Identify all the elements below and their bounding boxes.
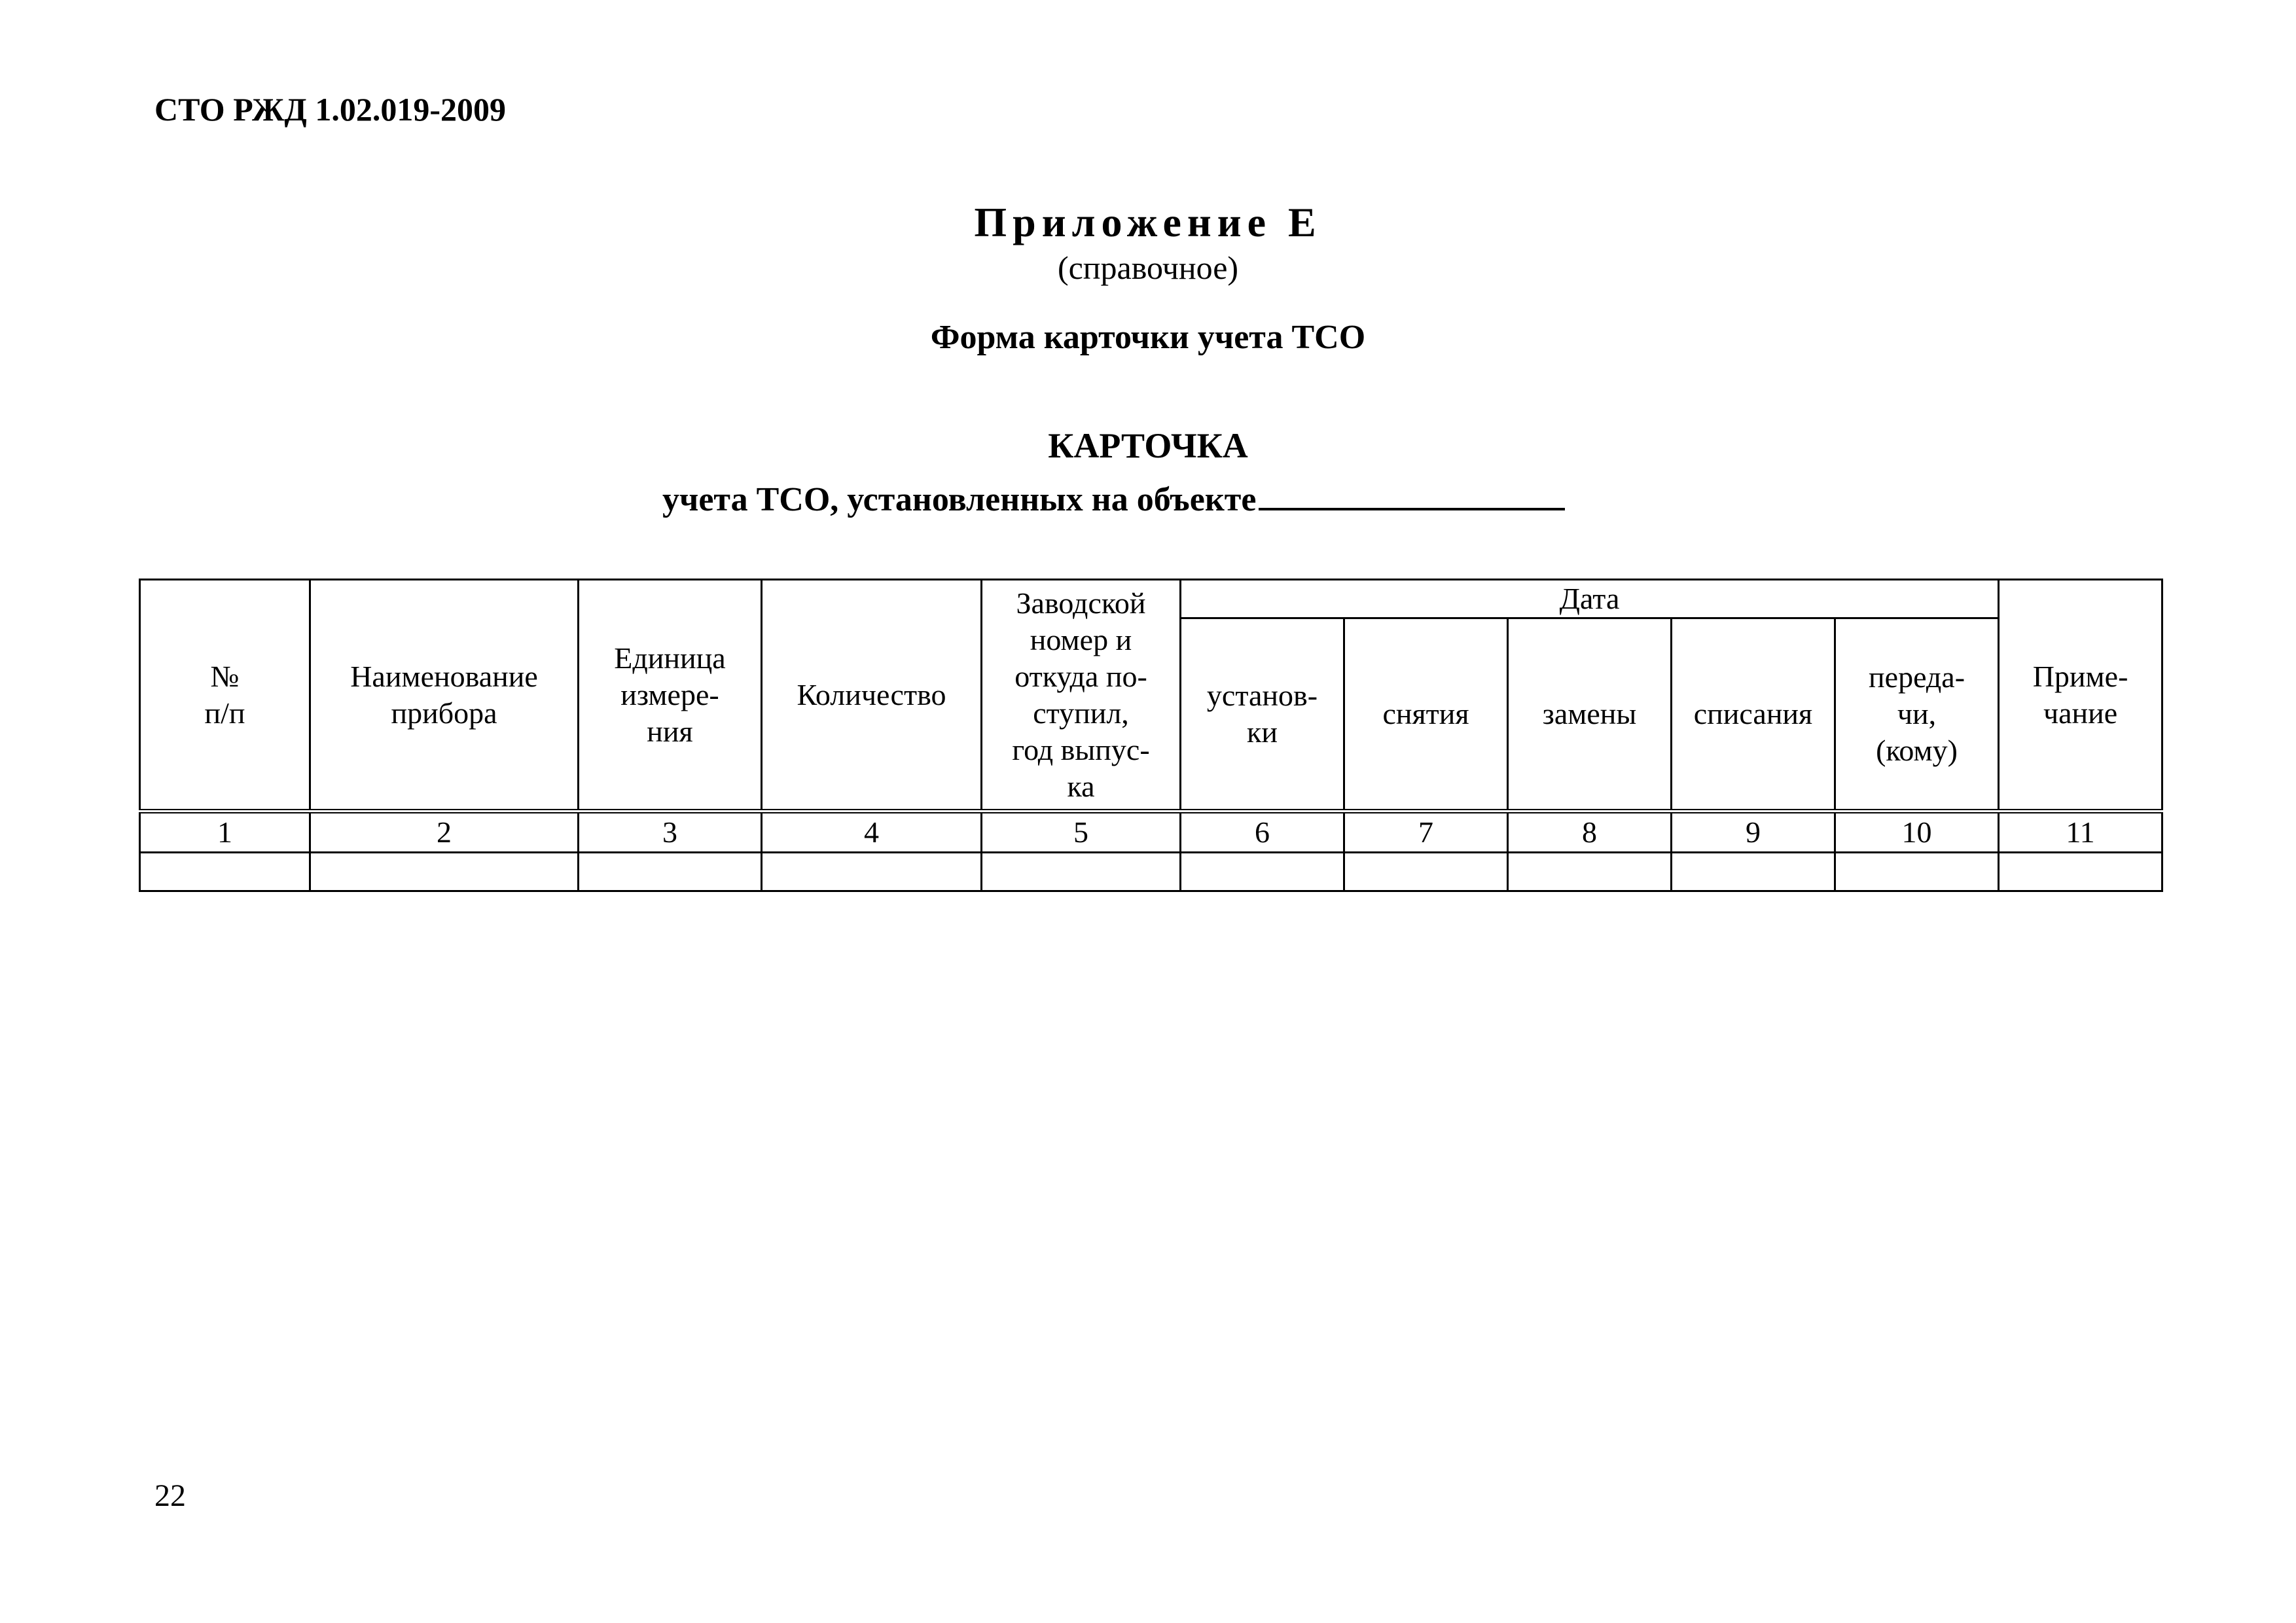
header-line: Наименование xyxy=(350,659,538,693)
header-line: списания xyxy=(1693,697,1813,730)
header-line: снятия xyxy=(1382,697,1469,730)
header-cell-replacement xyxy=(1508,618,1672,812)
appendix-title: Приложение Е xyxy=(974,199,1322,245)
header-line: чи, xyxy=(1897,697,1937,730)
column-number: 3 xyxy=(579,812,762,853)
form-title: Форма карточки учета ТСО xyxy=(930,319,1366,356)
empty-cell xyxy=(1181,853,1344,891)
header-line: замены xyxy=(1542,697,1637,730)
header-line: установ- xyxy=(1206,679,1318,712)
empty-cell xyxy=(1835,853,1999,891)
header-line: ступил, xyxy=(1033,696,1129,730)
header-cell-transfer xyxy=(1835,618,1999,812)
empty-cell xyxy=(762,853,982,891)
header-line: чание xyxy=(2043,696,2118,730)
table-row xyxy=(140,853,2162,891)
header-line: ка xyxy=(1067,769,1095,803)
column-number-row xyxy=(140,812,2162,853)
header-line: Приме- xyxy=(2032,659,2128,693)
header-cell-quantity xyxy=(762,580,982,812)
empty-cell xyxy=(310,853,579,891)
header-cell-installation xyxy=(1181,618,1344,812)
object-name-blank xyxy=(1259,475,1565,510)
empty-cell xyxy=(579,853,762,891)
header-line: откуда по- xyxy=(1014,659,1147,693)
header-cell-serial-origin xyxy=(982,580,1181,812)
header-line: (кому) xyxy=(1876,734,1958,767)
empty-cell xyxy=(1999,853,2162,891)
empty-cell xyxy=(1508,853,1672,891)
header-line: ки xyxy=(1247,715,1278,749)
header-cell-date-group: Дата xyxy=(1181,580,1999,618)
header-cell-unit xyxy=(579,580,762,812)
column-number: 5 xyxy=(982,812,1181,853)
header-line: Заводской xyxy=(1016,586,1146,620)
header-cell-write-off xyxy=(1672,618,1835,812)
column-number: 1 xyxy=(140,812,310,853)
column-number: 4 xyxy=(762,812,982,853)
column-number: 2 xyxy=(310,812,579,853)
card-subtitle: учета ТСО, установленных на объекте xyxy=(662,481,1257,518)
tso-accounting-table xyxy=(139,579,2163,892)
column-number: 6 xyxy=(1181,812,1344,853)
header-line: переда- xyxy=(1869,660,1965,694)
header-line: Количество xyxy=(797,677,946,711)
header-line: номер и xyxy=(1030,622,1132,656)
header-cell-device-name xyxy=(310,580,579,812)
header-line: прибора xyxy=(391,696,497,730)
column-number: 7 xyxy=(1344,812,1508,853)
appendix-note: (справочное) xyxy=(1057,249,1239,286)
empty-cell xyxy=(982,853,1181,891)
column-number: 10 xyxy=(1835,812,1999,853)
card-title: КАРТОЧКА xyxy=(1048,426,1248,465)
column-number: 8 xyxy=(1508,812,1672,853)
column-number: 11 xyxy=(1999,812,2162,853)
card-subtitle-line xyxy=(662,475,1565,517)
header-line: п/п xyxy=(204,696,245,730)
column-number: 9 xyxy=(1672,812,1835,853)
header-line: Единица xyxy=(614,641,726,675)
header-cell-removal xyxy=(1344,618,1508,812)
empty-cell xyxy=(1672,853,1835,891)
header-cell-number xyxy=(140,580,310,812)
page-number: 22 xyxy=(154,1478,186,1513)
header-line: год выпус- xyxy=(1012,732,1150,766)
header-cell-note xyxy=(1999,580,2162,812)
header-line: измере- xyxy=(620,677,719,711)
empty-cell xyxy=(1344,853,1508,891)
empty-cell xyxy=(140,853,310,891)
standard-code: СТО РЖД 1.02.019-2009 xyxy=(154,91,506,128)
header-line: ния xyxy=(647,714,693,748)
header-line: № xyxy=(210,659,240,693)
